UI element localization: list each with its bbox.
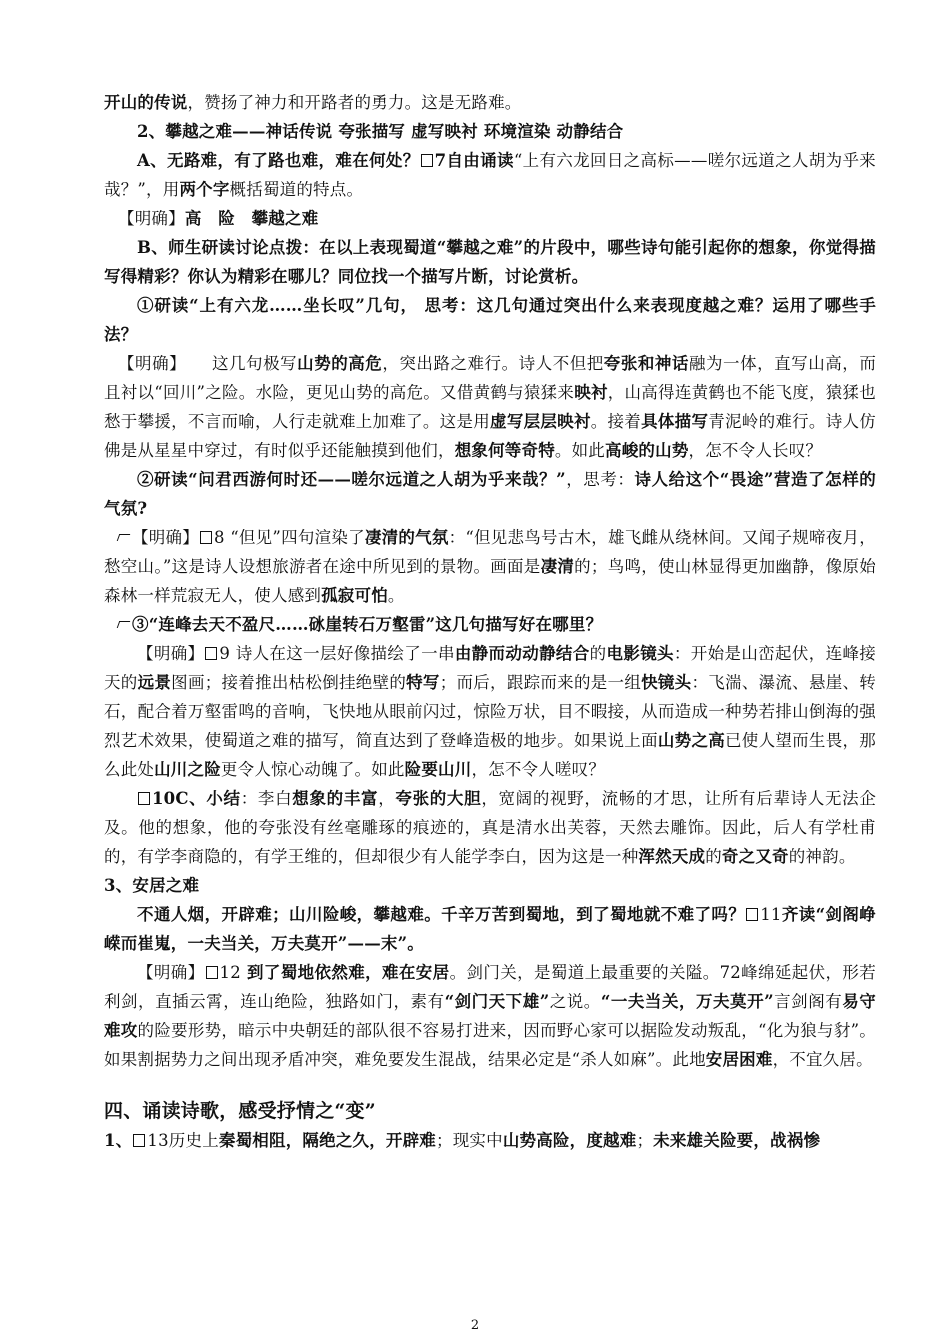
section-3-heading: 3、安居之难 <box>104 876 200 895</box>
section-3-paragraph: 不通人烟，开辟难；山川险峻，攀越难。千辛万苦到蜀地，到了蜀地就不难了吗？ 11齐读“剑阁峥嵘而崔嵬，一夫当关，万夫莫开”——末”。 <box>104 905 876 953</box>
checkbox-icon <box>133 1134 145 1147</box>
checkbox-icon <box>138 792 150 805</box>
question-1: ①研读“上有六龙……坐长叹”几句， 思考：这几句通过突出什么来表现度越之难？运用了哪些手法？ <box>104 296 876 344</box>
paragraph-intro-end: 开山的传说，赞扬了神力和开路者的勇力。这是无路难。 <box>104 93 522 112</box>
checkbox-icon <box>421 154 433 167</box>
margin-mark-icon <box>117 534 131 541</box>
section-4-heading: 四、诵读诗歌，感受抒情之“变” <box>104 1100 376 1122</box>
checkbox-icon <box>200 531 212 544</box>
page-number: 2 <box>470 1318 480 1333</box>
mingque-1: 【明确】高 险 攀越之难 <box>118 209 319 228</box>
checkbox-icon <box>206 966 218 979</box>
document-body <box>104 88 876 1155</box>
section-2-heading: 2、攀越之难——神话传说 夸张描写 虚写映衬 环境渲染 动静结合 <box>137 122 624 141</box>
mingque-2: 【明确】 这几句极写山势的高危，突出路之难行。诗人不但把夸张和神话融为一体，直写山高，而且衬以“回川”之险。水险，更见山势的高危。又借黄鹤与猿猱来映衬，山高得连黄鹤也不能飞度，猿猱也愁于攀援，不言而喻，人行走就难上加难了。这是用虚写层层映衬。接着具体描写青泥岭的难行。诗人仿佛是从星星中穿过，有时似乎还能触摸到他们，想象何等奇特。如此高峻的山势，怎不令人长叹？ <box>104 354 877 460</box>
checkbox-icon <box>205 647 217 660</box>
mingque-4: 【明确】 9 诗人在这一层好像描绘了一串由静而动动静结合的电影镜头：开始是山峦起伏，连峰接天的远景图画；接着推出枯松倒挂绝壁的特写；而后，跟踪而来的是一组快镜头：飞湍、瀑流、悬崖、转石，配合着万壑雷鸣的音响，飞快地从眼前闪过，惊险万状，目不暇接，从而造成一种势若排山倒海的强烈艺术效果，使蜀道之难的描写，简直达到了登峰造极的地步。如果说上面山势之高已使人望而生畏，那么此处山川之险更令人惊心动魄了。如此险要山川，怎不令人嗟叹？ <box>104 644 877 779</box>
margin-mark-icon <box>117 621 131 628</box>
part-b-paragraph: B、师生研读讨论点拨：在以上表现蜀道“攀越之难”的片段中，哪些诗句能引起你的想象，你觉得描写得精彩？你认为精彩在哪儿？同位找一个描写片断，讨论赏析。 <box>104 238 876 286</box>
checkbox-icon <box>746 908 758 921</box>
part-c-summary: 10C、小结：李白想象的丰富，夸张的大胆，宽阔的视野，流畅的才思，让所有后辈诗人无法企及。他的想象，他的夸张没有丝毫雕琢的痕迹的，真是清水出芙蓉，天然去雕饰。因此，后人有学杜甫的，有学李商隐的，有学王维的，但却很少有人能学李白，因为这是一种浑然天成的奇之又奇的神韵。 <box>104 789 877 866</box>
question-3: ③“连峰去天不盈尺……砯崖转石万壑雷”这几句描写好在哪里？ <box>104 610 876 639</box>
mingque-3: 【明确】 8 “但见”四句渲染了凄清的气氛：“但见悲鸟号古木，雄飞雌从绕林间。又闻子规啼夜月，愁空山。”这是诗人设想旅游者在途中所见到的景物。画面是凄清的；鸟鸣，使山林显得更加幽静，像原始森林一样荒寂无人，使人感到孤寂可怕。 <box>104 528 876 605</box>
part-a-paragraph: A、无路难，有了路也难，难在何处？ 7自由诵读“上有六龙回日之高标——嗟尔远道之人胡为乎来哉？”，用两个字概括蜀道的特点。 <box>104 151 876 199</box>
question-2: ②研读“问君西游何时还——嗟尔远道之人胡为乎来哉？”，思考：诗人给这个“畏途”营造了怎样的气氛? <box>104 470 876 518</box>
mingque-5: 【明确】 12 到了蜀地依然难，难在安居。剑门关，是蜀道上最重要的关隘。72峰绵延起伏，形若利剑，直插云霄，连山绝险，独路如门，素有“剑门天下雄”之说。“一夫当关，万夫莫开”言剑阁有易守难攻的险要形势，暗示中央朝廷的部队很不容易打进来，因而野心家可以据险发动叛乱，“化为狼与豺”。如果割据势力之间出现矛盾冲突，难免要发生混战，结果必定是“杀人如麻”。此地安居困难，不宜久居。 <box>104 963 876 1069</box>
section-4-paragraph: 1、 13历史上秦蜀相阻，隔绝之久，开辟难；现实中山势高险，度越难；未来雄关险要，战祸惨 <box>104 1131 821 1150</box>
